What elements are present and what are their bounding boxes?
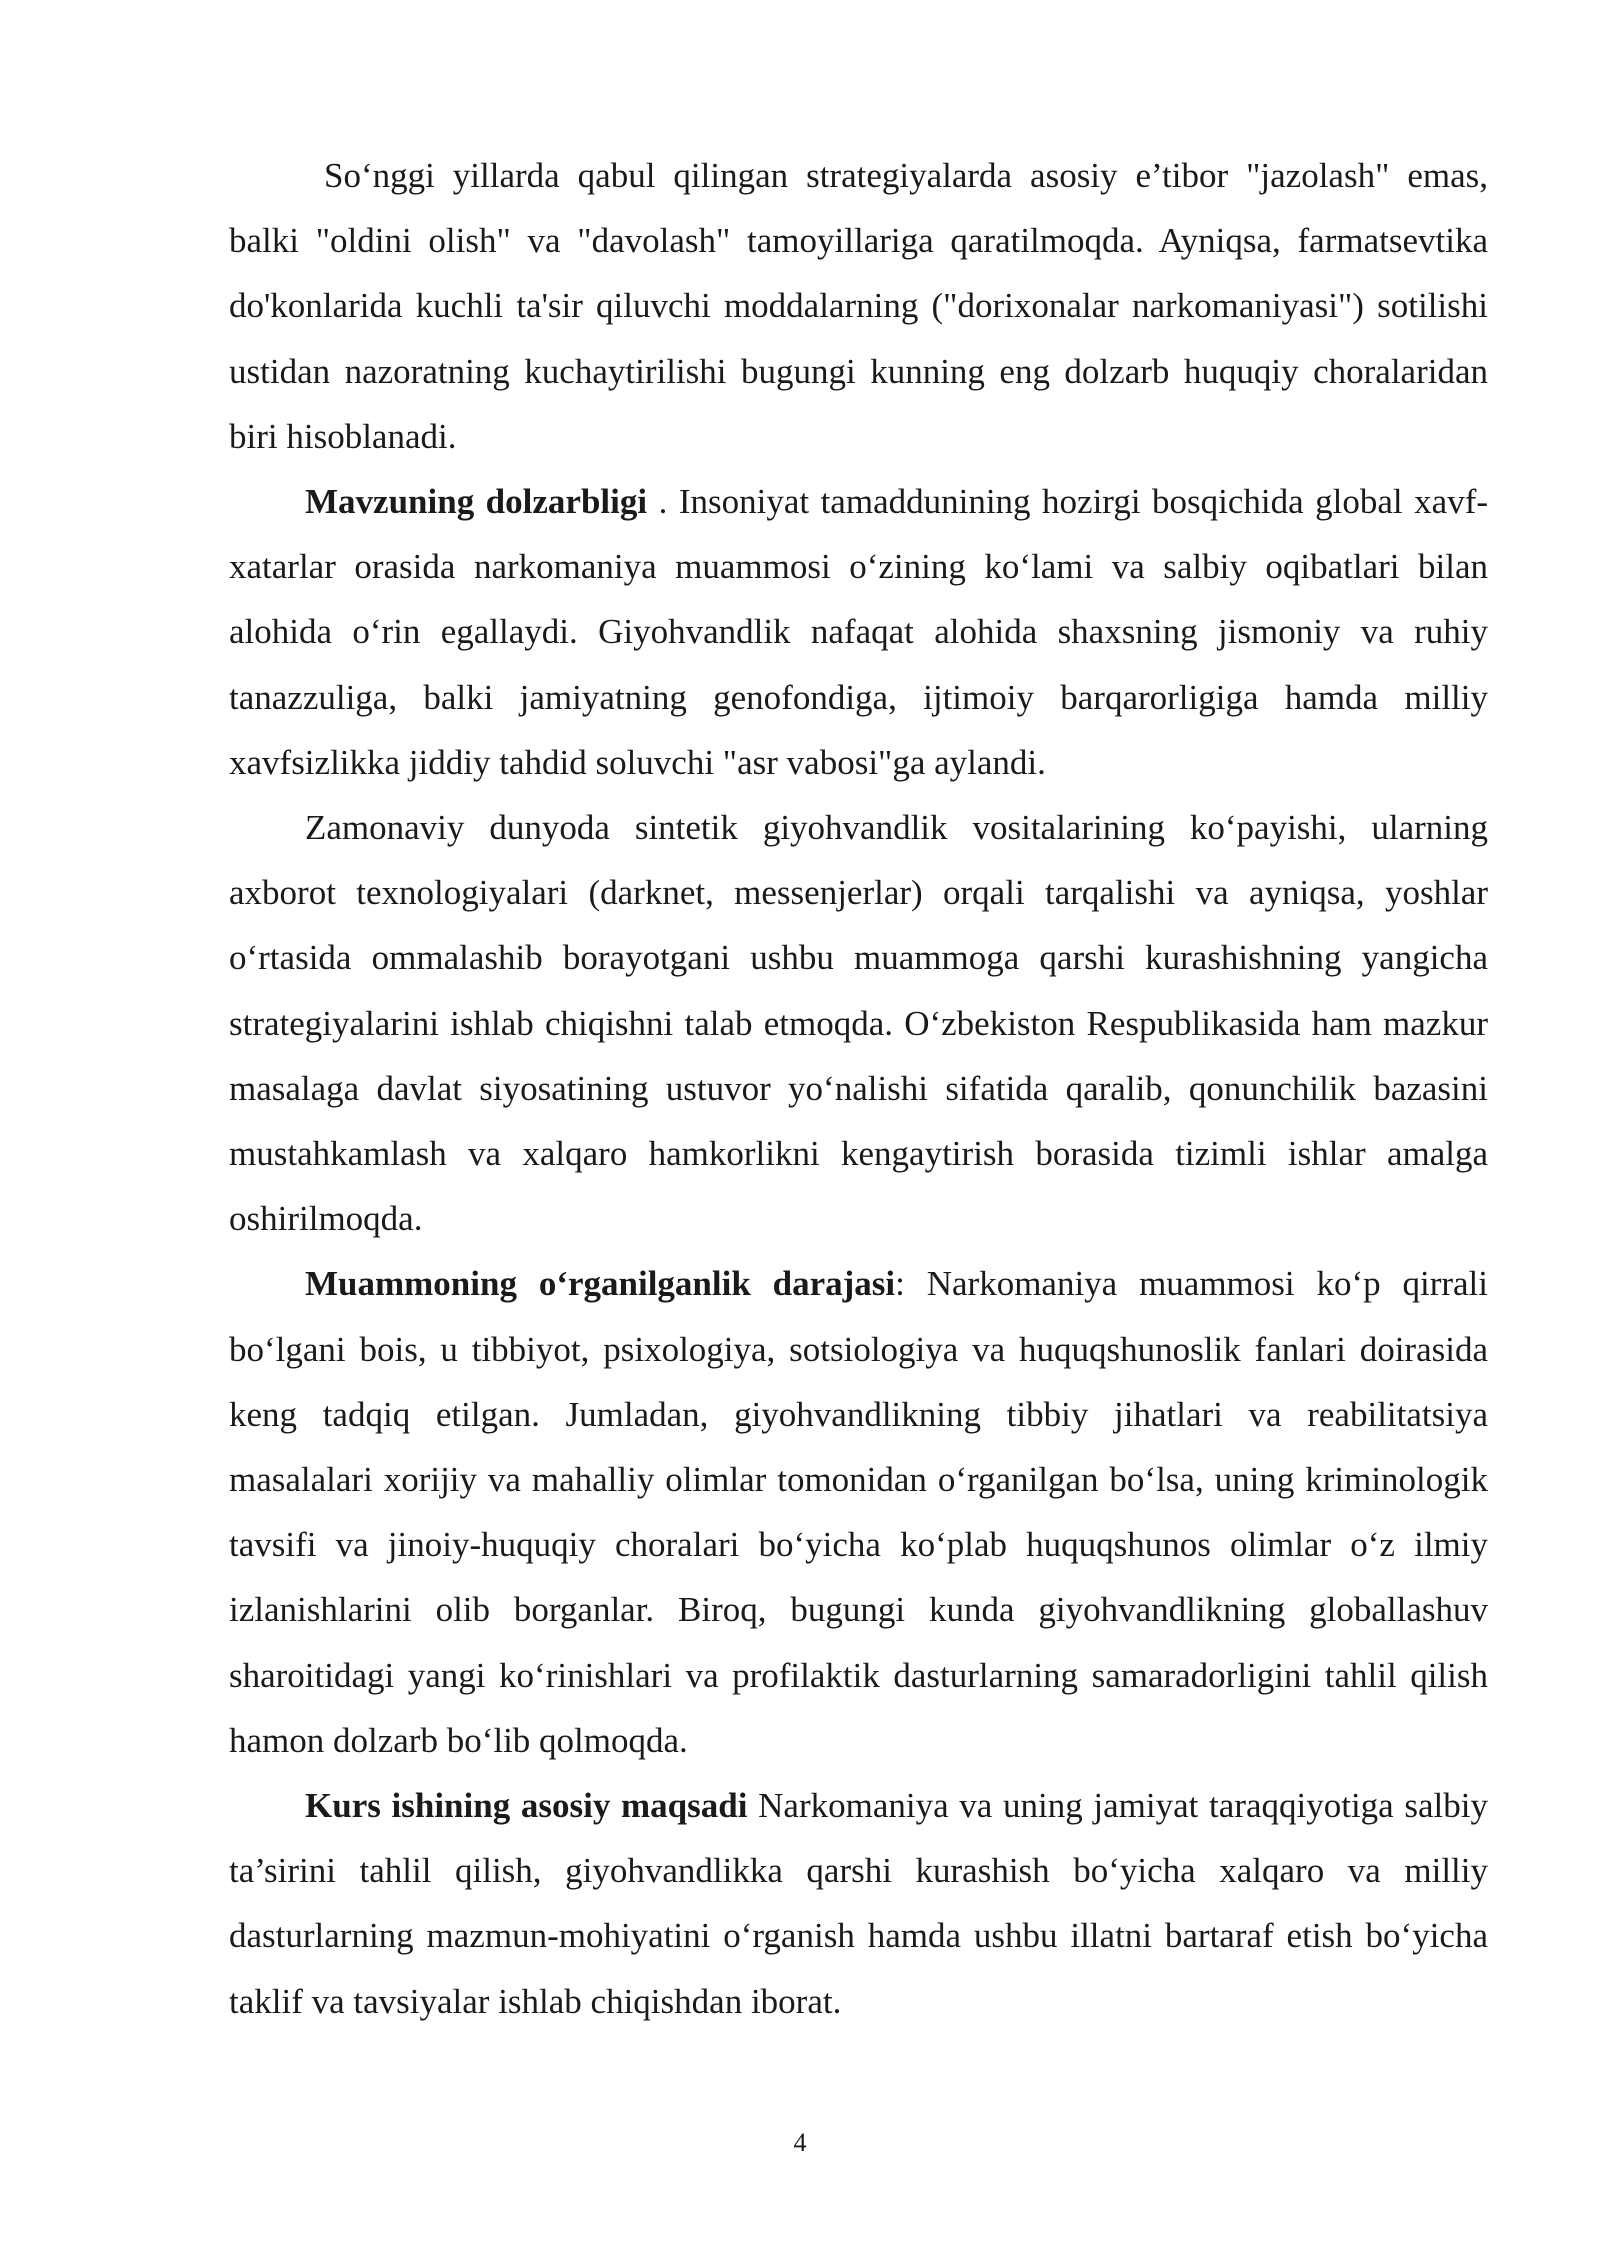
paragraph-text: So‘nggi yillarda qabul qilingan strategiyalarda asosiy e’tibor "jazolash" emas, balki "oldini olish" va "davolash" tamoyillariga qaratilmoqda. Ayniqsa, farmatsevtika do'konlarida kuchli ta'sir qiluvchi moddalarning ("dorixonalar narkomaniyasi") sotilishi ustidan nazoratning kuchaytirilishi bugungi kunning eng dolzarb huquqiy choralaridan biri hisoblanadi.	[229, 156, 1488, 456]
paragraph-intro	[229, 143, 1488, 469]
paragraph-goal	[229, 1773, 1488, 2034]
page-number: 4	[793, 2128, 807, 2157]
paragraph-text: Zamonaviy dunyoda sintetik giyohvandlik vositalarining ko‘payishi, ularning axborot texnologiyalari (darknet, messenjerlar) orqali tarqalishi va ayniqsa, yoshlar o‘rtasida ommalashib borayotgani ushbu muammoga qarshi kurashishning yangicha strategiyalarini ishlab chiqishni talab etmoqda. O‘zbekiston Respublikasida ham mazkur masalaga davlat siyosatining ustuvor yo‘nalishi sifatida qaralib, qonunchilik bazasini mustahkamlash va xalqaro hamkorlikni kengaytirish borasida tizimli ishlar amalga oshirilmoqda.	[229, 808, 1488, 1239]
paragraph-modern-world	[229, 795, 1488, 1251]
paragraph-text: : Narkomaniya muammosi ko‘p qirrali bo‘lgani bois, u tibbiyot, psixologiya, sotsiologiya va huquqshunoslik fanlari doirasida keng tadqiq etilgan. Jumladan, giyohvandlikning tibbiy jihatlari va reabilitatsiya masalalari xorijiy va mahalliy olimlar tomonidan o‘rganilgan bo‘lsa, uning kriminologik tavsifi va jinoiy-huquqiy choralari bo‘yicha ko‘plab huquqshunos olimlar o‘z ilmiy izlanishlarini olib borganlar. Biroq, bugungi kunda giyohvandlikning globallashuv sharoitidagi yangi ko‘rinishlari va profilaktik dasturlarning samaradorligini tahlil qilish hamon dolzarb bo‘lib qolmoqda.	[229, 1264, 1488, 1760]
document-body	[229, 143, 1488, 2034]
paragraph-text: Narkomaniya va uning jamiyat taraqqiyotiga salbiy ta’sirini tahlil qilish, giyohvandlikka qarshi kurashish bo‘yicha xalqaro va milliy dasturlarning mazmun-mohiyatini o‘rganish hamda ushbu illatni bartaraf etish bo‘yicha taklif va tavsiyalar ishlab chiqishdan iborat.	[229, 1786, 1488, 2021]
section-heading-study-level: Muammoning o‘rganilganlik darajasi	[305, 1264, 896, 1304]
section-heading-relevance: Mavzuning dolzarbligi	[305, 482, 648, 522]
paragraph-relevance	[229, 469, 1488, 795]
paragraph-study-level	[229, 1251, 1488, 1773]
paragraph-text: . Insoniyat tamaddunining hozirgi bosqichida global xavf-xatarlar orasida narkomaniya muammosi o‘zining ko‘lami va salbiy oqibatlari bilan alohida o‘rin egallaydi. Giyohvandlik nafaqat alohida shaxsning jismoniy va ruhiy tanazzuliga, balki jamiyatning genofondiga, ijtimoiy barqarorligiga hamda milliy xavfsizlikka jiddiy tahdid soluvchi "asr vabosi"ga aylandi.	[229, 482, 1488, 782]
section-heading-goal: Kurs ishining asosiy maqsadi	[305, 1786, 748, 1826]
